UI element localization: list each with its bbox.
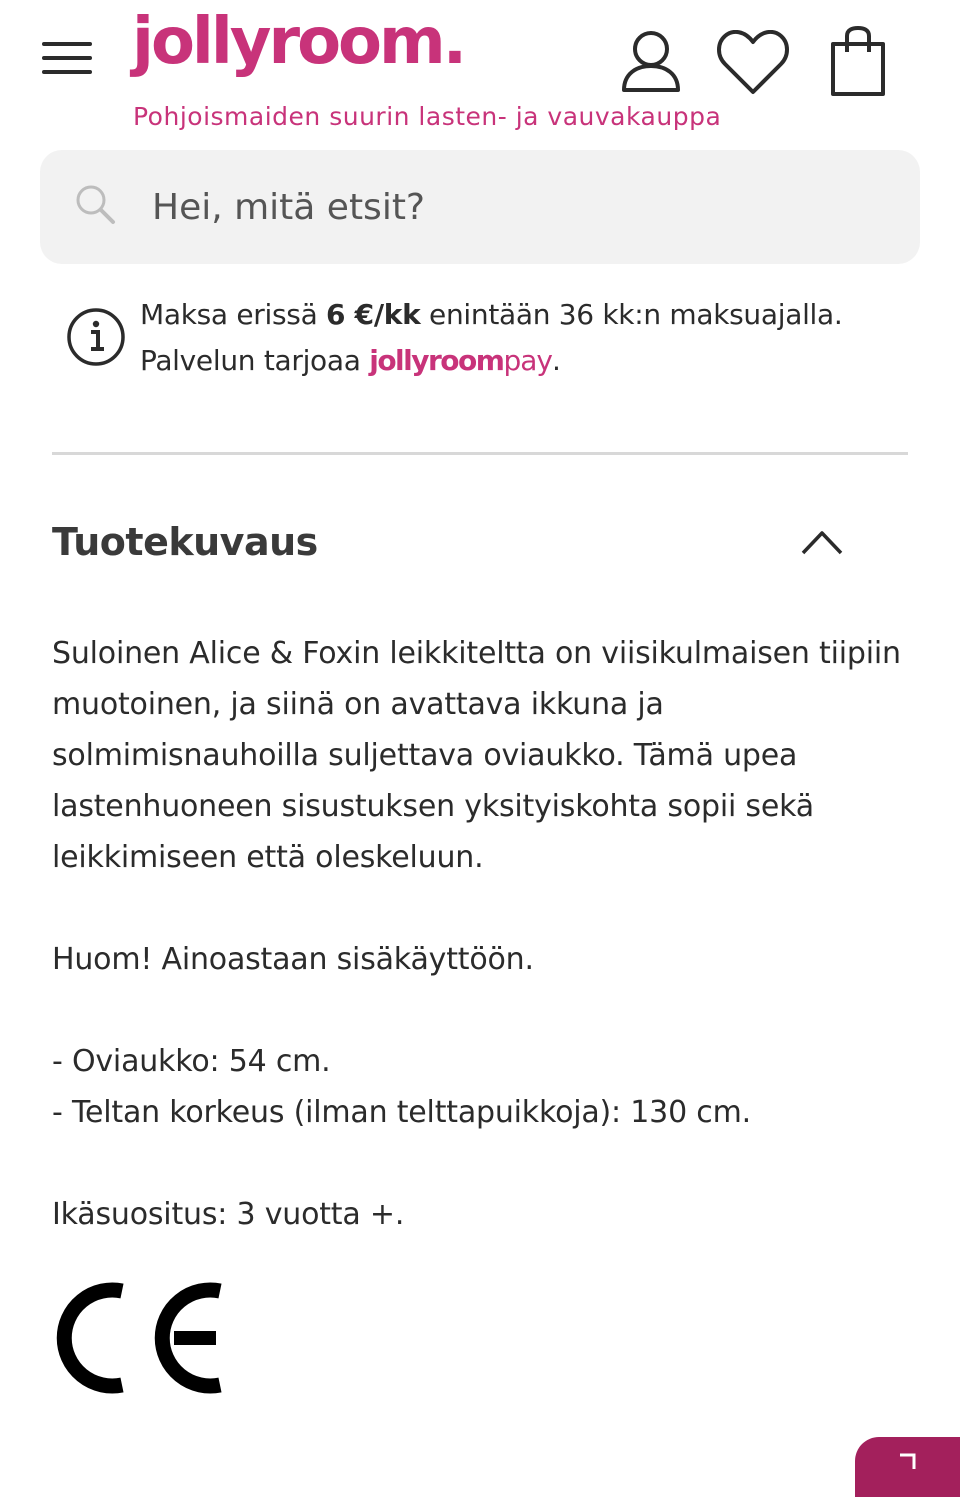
section-divider (52, 452, 908, 455)
payment-amount: 6 €/kk (326, 298, 421, 331)
description-paragraph: Suloinen Alice & Foxin leikkiteltta on viisikulmaisen tiipiin muotoinen, ja siinä on avattava ikkuna ja solmimisnauhoilla suljettava oviaukko. Tämä upea lastenhuoneen sisustuksen yksityiskohta sopii sekä leikkimiseen että oleskeluun. (52, 636, 901, 875)
search-icon (74, 183, 116, 229)
payment-info-line2: Palvelun tarjoaa jollyroompay. (140, 344, 561, 377)
arrow-icon (897, 1451, 919, 1473)
jollyroompay-logo: jollyroompay (369, 344, 552, 377)
product-description-toggle[interactable] (52, 510, 908, 580)
spec-tent-height: - Teltan korkeus (ilman telttapuikkoja): 130 cm. (52, 1095, 751, 1130)
ce-mark-icon (56, 1276, 228, 1404)
user-icon[interactable] (620, 28, 682, 98)
search-input[interactable] (150, 176, 874, 238)
info-icon (66, 307, 126, 371)
chevron-up-icon[interactable] (800, 528, 844, 560)
site-tagline: Pohjoismaiden suurin lasten- ja vauvakauppa (133, 102, 722, 131)
heart-icon[interactable] (716, 30, 790, 100)
chat-button[interactable] (855, 1437, 960, 1497)
shopping-bag-icon[interactable] (828, 26, 888, 102)
payment-info (140, 292, 940, 384)
payment-info-line1: Maksa erissä 6 €/kk enintään 36 kk:n maksuajalla. (140, 298, 843, 331)
spec-door-opening: - Oviaukko: 54 cm. (52, 1044, 331, 1079)
indoor-note: Huom! Ainoastaan sisäkäyttöön. (52, 942, 534, 977)
site-header (0, 0, 960, 140)
section-title: Tuotekuvaus (52, 520, 318, 564)
menu-icon[interactable] (40, 38, 94, 78)
product-description (52, 628, 922, 1240)
age-recommendation: Ikäsuositus: 3 vuotta +. (52, 1197, 405, 1232)
site-logo[interactable]: jollyroom. (132, 5, 464, 79)
